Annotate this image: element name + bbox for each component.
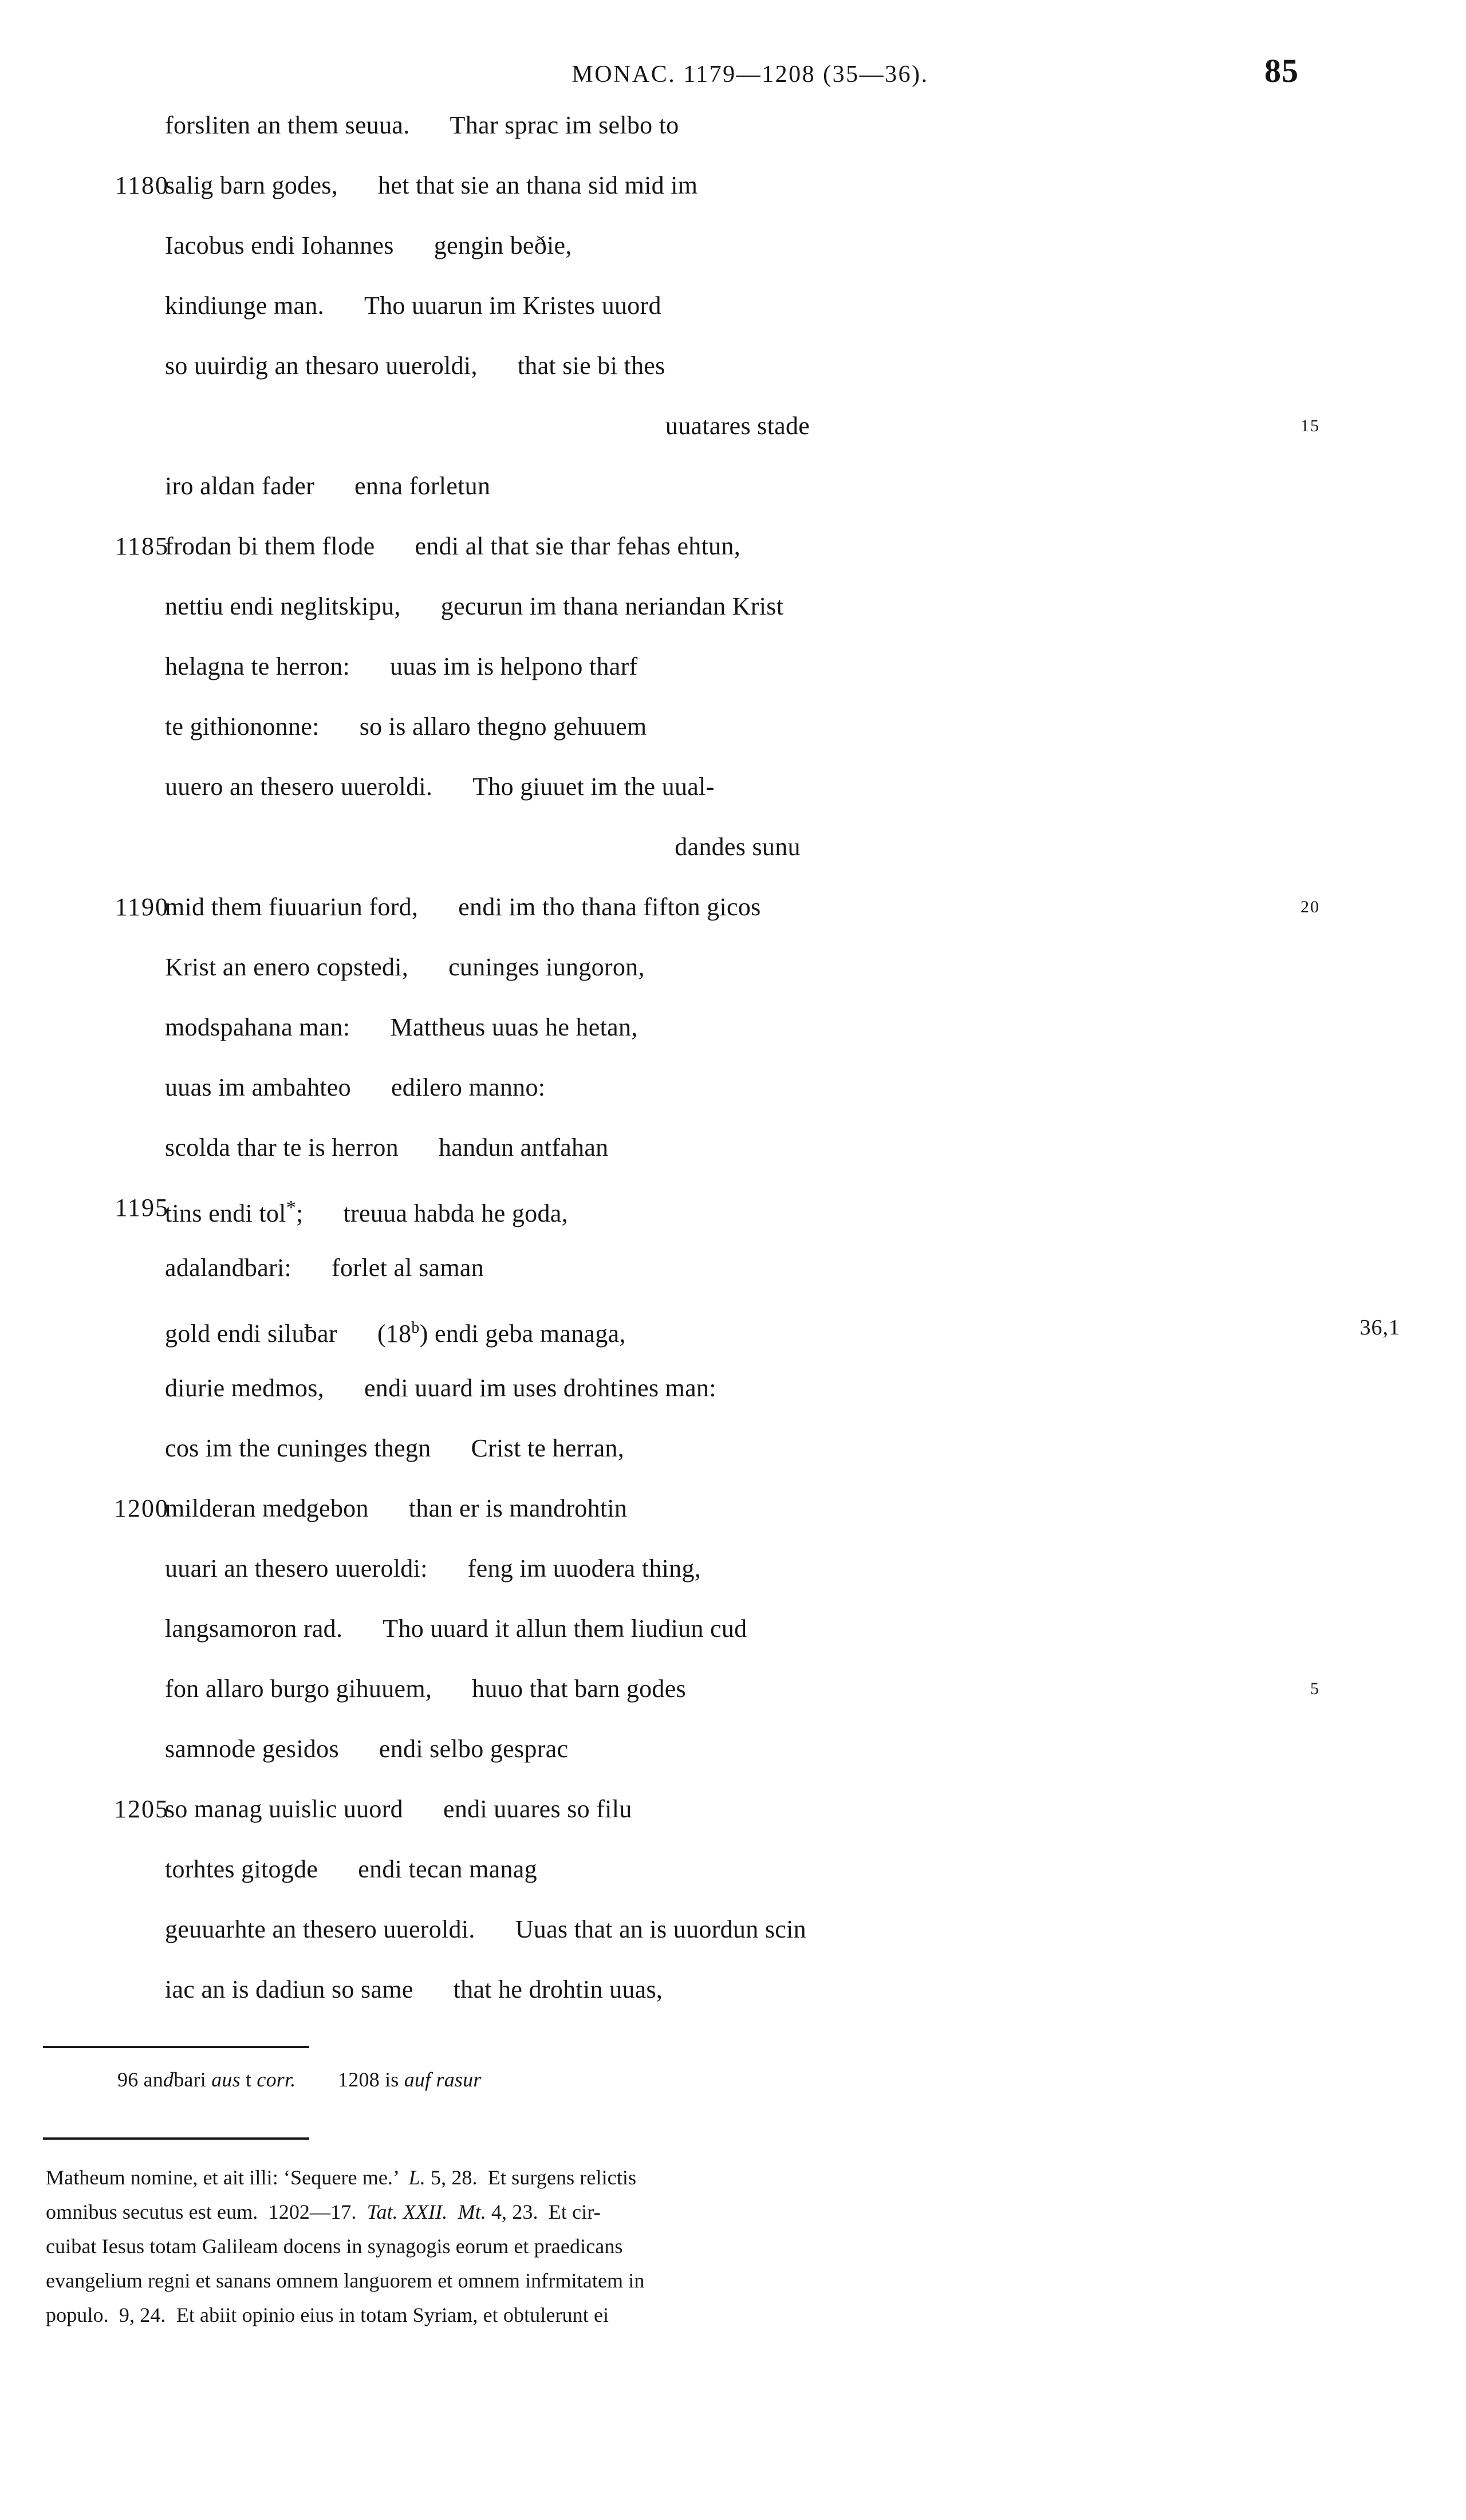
verse-halfline-b: treuua habda he goda,: [343, 1199, 568, 1227]
verse-halfline-b: forlet al saman: [332, 1254, 484, 1282]
verse-line: [0, 1358, 1466, 1418]
verse-line: [0, 215, 1466, 275]
verse-line-text: [165, 516, 740, 576]
latin-note-reference: XXII.: [403, 2200, 448, 2223]
verse-halfline-a: milderan medgebon: [165, 1494, 369, 1522]
verse-line-text: [165, 1959, 663, 2019]
verse-line-text: dandes sunu: [675, 833, 801, 861]
apparatus-token: 1208: [338, 2068, 380, 2091]
verse-halfline-b: gengin beðie,: [434, 231, 572, 259]
verse-halfline-b: endi uuares so filu: [443, 1795, 632, 1823]
verse-line: [0, 576, 1466, 636]
verse-halfline-a: frodan bi them flode: [165, 532, 375, 560]
running-head-title: MONAC. 1179—1208 (35—36).: [572, 61, 929, 88]
verse-line-number: 1190: [115, 893, 169, 921]
verse-halfline-b: (18$^b$) endi geba managa,: [377, 1319, 626, 1348]
verse-line: [0, 1959, 1466, 2019]
verse-line-text: [165, 95, 679, 155]
verse-halfline-b: that he drohtin uuas,: [453, 1975, 663, 2003]
verse-halfline-a: helagna te herron:: [165, 652, 350, 680]
verse-line-text: [165, 275, 661, 336]
verse-halfline-a: fon allaro burgo gihuuem,: [165, 1675, 432, 1703]
verse-line: [0, 937, 1466, 997]
verse-line-text: [165, 1779, 632, 1839]
verse-halfline-a: samnode gesidos: [165, 1735, 339, 1763]
folio-superscript-b: b: [411, 1319, 420, 1337]
verse-halfline-a: uuari an thesero uueroldi:: [165, 1554, 428, 1582]
latin-note-line: cuibat Iesus totam Galileam docens in synagogis eorum et praedicans: [46, 2235, 623, 2258]
verse-halfline-b: het that sie an thana sid mid im: [378, 171, 698, 199]
verse-halfline-a: Krist an enero copstedi,: [165, 953, 409, 981]
verse-line-text: [165, 1598, 747, 1659]
apparatus-token: t: [246, 2068, 252, 2091]
verse-line-text: [165, 1719, 568, 1779]
verse-line: [0, 817, 1466, 877]
latin-note-line: populo. 9, 24. Et abiit opinio eius in totam Syriam, et obtulerunt ei: [46, 2304, 609, 2326]
verse-line: [0, 516, 1466, 576]
apparatus-token: is: [385, 2068, 399, 2091]
verse-halfline-b: enna forletun: [354, 472, 491, 500]
verse-line: [0, 396, 1466, 456]
latin-note-line: omnibus secutus est eum. 1202—17. Tat. XXII. Mt. 4, 23. Et cir-: [46, 2200, 601, 2223]
verse-line-text: uuatares stade: [665, 412, 810, 440]
verse-halfline-b: Uuas that an is uuordun scin: [515, 1915, 806, 1943]
apparatus-editorial-term: corr.: [257, 2068, 296, 2091]
verse-line-text: [165, 1538, 701, 1598]
verse-halfline-b: cuninges iungoron,: [448, 953, 645, 981]
verse-halfline-a: torhtes gitogde: [165, 1855, 318, 1883]
verse-margin-number: 5: [1310, 1679, 1320, 1698]
verse-line-text: [165, 696, 647, 757]
verse-halfline-b: huuo that barn godes: [472, 1675, 686, 1703]
page-number: 85: [1264, 52, 1299, 89]
apparatus-editorial-term: auf: [404, 2068, 431, 2091]
verse-line: [0, 1418, 1466, 1478]
verse-line: [0, 757, 1466, 817]
verse-halfline-b: Thar sprac im selbo to: [450, 111, 679, 139]
verse-line: [0, 1839, 1466, 1899]
verse-halfline-b: edilero manno:: [391, 1073, 546, 1101]
verse-line-text: [165, 1298, 626, 1364]
verse-halfline-b: that sie bi thes: [517, 352, 665, 380]
apparatus-line: [117, 2068, 482, 2092]
verse-halfline-b: endi im tho thana fifton gicos: [458, 893, 761, 921]
verse-line-text: [165, 215, 572, 275]
verse-halfline-a: Iacobus endi Iohannes: [165, 231, 394, 259]
verse-line-text: [165, 997, 638, 1057]
verse-line: [0, 1659, 1466, 1719]
verse-line-number: 1185: [115, 532, 169, 560]
apparatus-editorial-term: rasur: [436, 2068, 482, 2091]
verse-margin-number: 15: [1301, 416, 1320, 435]
verse-line-text: [165, 1358, 716, 1418]
verse-halfline-a: gold endi siluƀar: [165, 1320, 337, 1348]
verse-halfline-a: uuero an thesero uueroldi.: [165, 773, 433, 801]
verse-line: [0, 997, 1466, 1057]
verse-line: [0, 1779, 1466, 1839]
verse-line: [0, 95, 1466, 155]
verse-halfline-a: te githiononne:: [165, 712, 320, 741]
verse-line-number: 1205: [114, 1795, 169, 1823]
verse-halfline-a: cos im the cuninges thegn: [165, 1434, 431, 1462]
verse-halfline-b: feng im uuodera thing,: [467, 1554, 702, 1582]
verse-halfline-a: so manag uuislic uuord: [165, 1795, 403, 1823]
verse-line: [0, 1538, 1466, 1598]
verse-halfline-a: adalandbari:: [165, 1254, 292, 1282]
latin-note: [46, 2160, 1420, 2332]
verse-halfline-b: handun antfahan: [438, 1133, 609, 1161]
verse-line-text: [165, 336, 665, 396]
latin-note-rule: [43, 2137, 309, 2140]
verse-line-text: [165, 1057, 545, 1117]
verse-halfline-a: kindiunge man.: [165, 292, 324, 320]
verse-line-text: [165, 1117, 608, 1178]
verse-halfline-b: so is allaro thegno gehuuem: [359, 712, 647, 741]
verse-line: [0, 636, 1466, 696]
verse-halfline-a: modspahana man:: [165, 1013, 350, 1041]
verse-line-text: [165, 1478, 627, 1538]
verse-line: [0, 1719, 1466, 1779]
verse-halfline-a: nettiu endi neglitskipu,: [165, 592, 401, 620]
verse-halfline-a: forsliten an them seuua.: [165, 111, 410, 139]
verse-halfline-a: geuuarhte an thesero uueroldi.: [165, 1915, 475, 1943]
verse-line-text: [165, 456, 490, 516]
apparatus-editorial-term: aus: [211, 2068, 241, 2091]
verse-line-text: [165, 576, 783, 636]
verse-line: [0, 155, 1466, 215]
verse-line: [0, 336, 1466, 396]
verse-halfline-a: uuas im ambahteo: [165, 1073, 351, 1101]
verse-halfline-a: salig barn godes,: [165, 171, 338, 199]
verse-line: [0, 877, 1466, 937]
verse-line: [0, 1298, 1466, 1358]
verse-margin-number: 36,1: [1359, 1316, 1400, 1340]
verse-line-text: [165, 1178, 568, 1243]
verse-line-number: 1195: [115, 1194, 169, 1222]
verse-halfline-b: Tho uuard it allun them liudiun cud: [383, 1615, 747, 1643]
verse-halfline-b: Tho uuarun im Kristes uuord: [364, 292, 661, 320]
verse-halfline-a: so uuirdig an thesaro uueroldi,: [165, 352, 478, 380]
verse-line: [0, 1057, 1466, 1117]
verse-line: [0, 1178, 1466, 1238]
verse-halfline-b: endi tecan manag: [358, 1855, 537, 1883]
running-head: [0, 0, 1466, 89]
verse-halfline-a: mid them fiuuariun ford,: [165, 893, 419, 921]
latin-note-line: Matheum nomine, et ait illi: ‘Sequere me.’ L. 5, 28. Et surgens relictis: [46, 2166, 637, 2189]
verse-line-text: [165, 1238, 484, 1298]
verse-halfline-b: Mattheus uuas he hetan,: [390, 1013, 638, 1041]
verse-line: [0, 1598, 1466, 1659]
verse-halfline-b: endi uuard im uses drohtines man:: [364, 1374, 716, 1402]
apparatus-lemma: andbari: [143, 2068, 206, 2091]
verse-line-number: 1200: [114, 1494, 169, 1522]
verse-line: [0, 696, 1466, 757]
verse-line: [0, 275, 1466, 336]
verse-line-text: [165, 1659, 686, 1719]
verse-line-text: [165, 1839, 537, 1899]
verse-line-text: [165, 1899, 806, 1959]
verse-halfline-b: than er is mandrohtin: [408, 1494, 628, 1522]
verse-halfline-a: tins endi tol*;: [165, 1197, 304, 1227]
verse-halfline-b: endi selbo gesprac: [379, 1735, 569, 1763]
latin-note-reference: Mt.: [458, 2200, 486, 2223]
verse-halfline-b: endi al that sie thar fehas ehtun,: [415, 532, 741, 560]
verse-halfline-a: diurie medmos,: [165, 1374, 324, 1402]
verse-line-text: [165, 1418, 624, 1478]
verse-line-text: [165, 636, 638, 696]
verse-line-text: [165, 155, 697, 215]
verse-line: [0, 456, 1466, 516]
verse-line: [0, 1478, 1466, 1538]
verse-line-text: [165, 757, 715, 817]
apparatus-token: 96: [117, 2068, 139, 2091]
verse-line-text: [165, 937, 645, 997]
latin-note-reference: L.: [408, 2166, 425, 2189]
latin-note-line: evangelium regni et sanans omnem languorem et omnem infrmitatem in: [46, 2269, 645, 2292]
verse-halfline-a: scolda thar te is herron: [165, 1133, 399, 1161]
verse-halfline-a: iac an is dadiun so same: [165, 1975, 413, 2003]
verse-line-text: [165, 877, 761, 937]
verse-line-number: 1180: [115, 171, 169, 199]
verse-halfline-b: gecurun im thana neriandan Krist: [440, 592, 784, 620]
verse-halfline-b: Crist te herran,: [471, 1434, 625, 1462]
verse-line: [0, 1117, 1466, 1178]
verse-halfline-a: iro aldan fader: [165, 472, 315, 500]
verse-line: [0, 1899, 1466, 1959]
apparatus-rule: [43, 2046, 309, 2048]
verse-margin-number: 20: [1301, 897, 1320, 916]
verse-halfline-b: uuas im is helpono tharf: [390, 652, 638, 680]
footnote-marker-asterisk: *: [286, 1197, 296, 1218]
latin-note-reference: Tat.: [366, 2200, 398, 2223]
verse-halfline-b: Tho giuuet im the uual-: [472, 773, 715, 801]
verse-line: [0, 1238, 1466, 1298]
verse-halfline-a: langsamoron rad.: [165, 1615, 343, 1643]
